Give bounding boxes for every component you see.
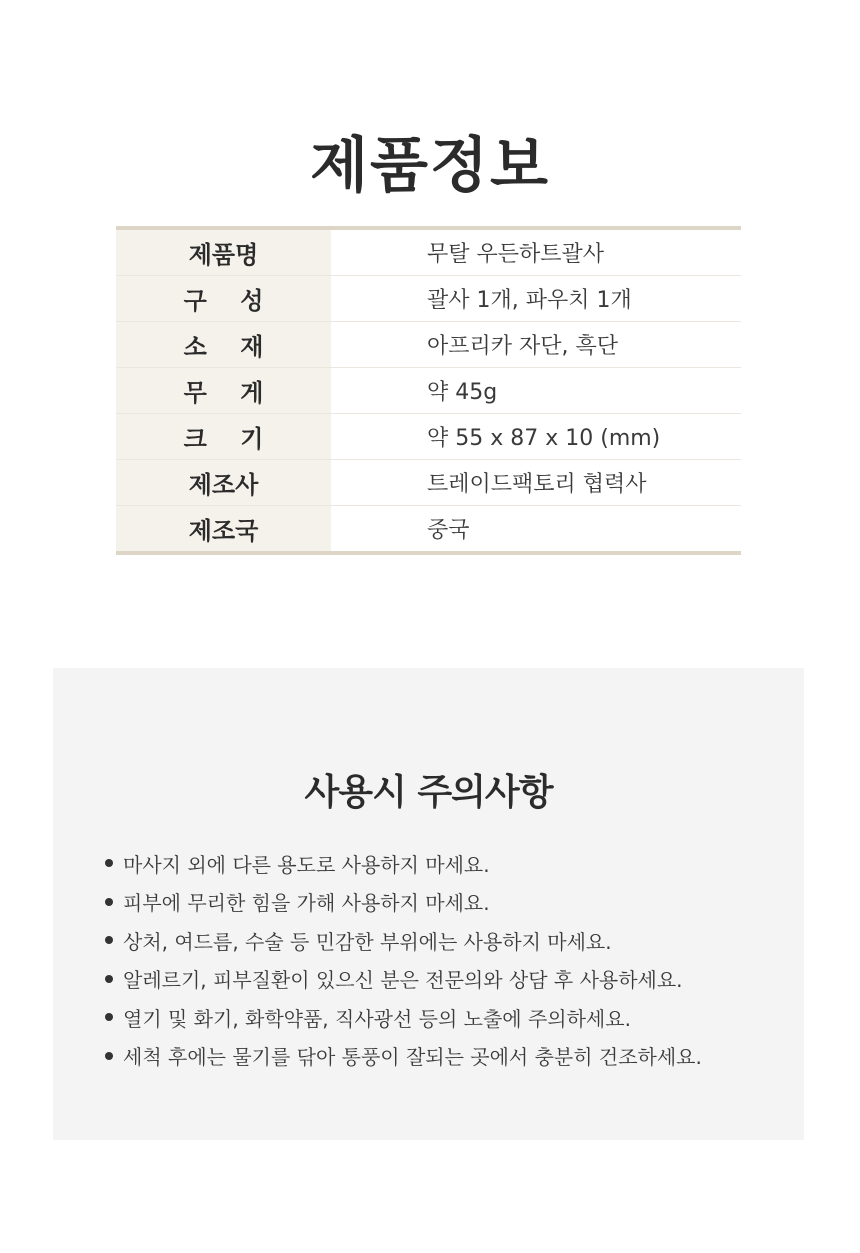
page-title: 제품정보 bbox=[310, 131, 550, 202]
bullet-icon bbox=[105, 1052, 113, 1060]
list-item bbox=[105, 960, 702, 999]
row-label: 구 성 bbox=[116, 276, 331, 321]
product-info-table bbox=[116, 226, 741, 555]
caution-title: 사용시 주의사항 bbox=[304, 771, 553, 813]
row-value: 약 45g bbox=[427, 380, 498, 405]
row-label: 제조국 bbox=[116, 506, 331, 551]
caution-section bbox=[53, 668, 804, 1140]
list-item bbox=[105, 998, 702, 1037]
list-item bbox=[105, 883, 702, 922]
caution-text: 상처, 여드름, 수술 등 민감한 부위에는 사용하지 마세요. bbox=[123, 929, 612, 954]
table-row-manufacturer bbox=[116, 460, 741, 506]
list-item bbox=[105, 844, 702, 883]
row-label: 무 게 bbox=[116, 368, 331, 413]
bullet-icon bbox=[105, 936, 113, 944]
table-row-country bbox=[116, 506, 741, 551]
table-row-product-name bbox=[116, 230, 741, 276]
row-label: 제품명 bbox=[116, 230, 331, 275]
caution-text: 알레르기, 피부질환이 있으신 분은 전문의와 상담 후 사용하세요. bbox=[123, 968, 683, 993]
row-value: 트레이드팩토리 협력사 bbox=[427, 472, 647, 497]
caution-text: 피부에 무리한 힘을 가해 사용하지 마세요. bbox=[123, 891, 490, 916]
row-value: 아프리카 자단, 흑단 bbox=[427, 334, 618, 359]
caution-text: 열기 및 화기, 화학약품, 직사광선 등의 노출에 주의하세요. bbox=[123, 1006, 631, 1031]
table-row-composition bbox=[116, 276, 741, 322]
row-label: 제조사 bbox=[116, 460, 331, 505]
table-row-size bbox=[116, 414, 741, 460]
caution-text: 세척 후에는 물기를 닦아 통풍이 잘되는 곳에서 충분히 건조하세요. bbox=[123, 1045, 702, 1070]
bullet-icon bbox=[105, 1013, 113, 1021]
bullet-icon bbox=[105, 859, 113, 867]
bullet-icon bbox=[105, 975, 113, 983]
row-value: 괄사 1개, 파우치 1개 bbox=[427, 288, 632, 313]
list-item bbox=[105, 1037, 702, 1076]
caution-list bbox=[105, 844, 702, 1075]
list-item bbox=[105, 921, 702, 960]
row-label: 크 기 bbox=[116, 414, 331, 459]
row-label: 소 재 bbox=[116, 322, 331, 367]
bullet-icon bbox=[105, 898, 113, 906]
table-row-weight bbox=[116, 368, 741, 414]
row-value: 약 55 x 87 x 10 (mm) bbox=[427, 426, 661, 451]
row-value: 중국 bbox=[427, 518, 470, 543]
caution-text: 마사지 외에 다른 용도로 사용하지 마세요. bbox=[123, 852, 490, 877]
row-value: 무탈 우든하트괄사 bbox=[427, 242, 605, 267]
table-row-material bbox=[116, 322, 741, 368]
